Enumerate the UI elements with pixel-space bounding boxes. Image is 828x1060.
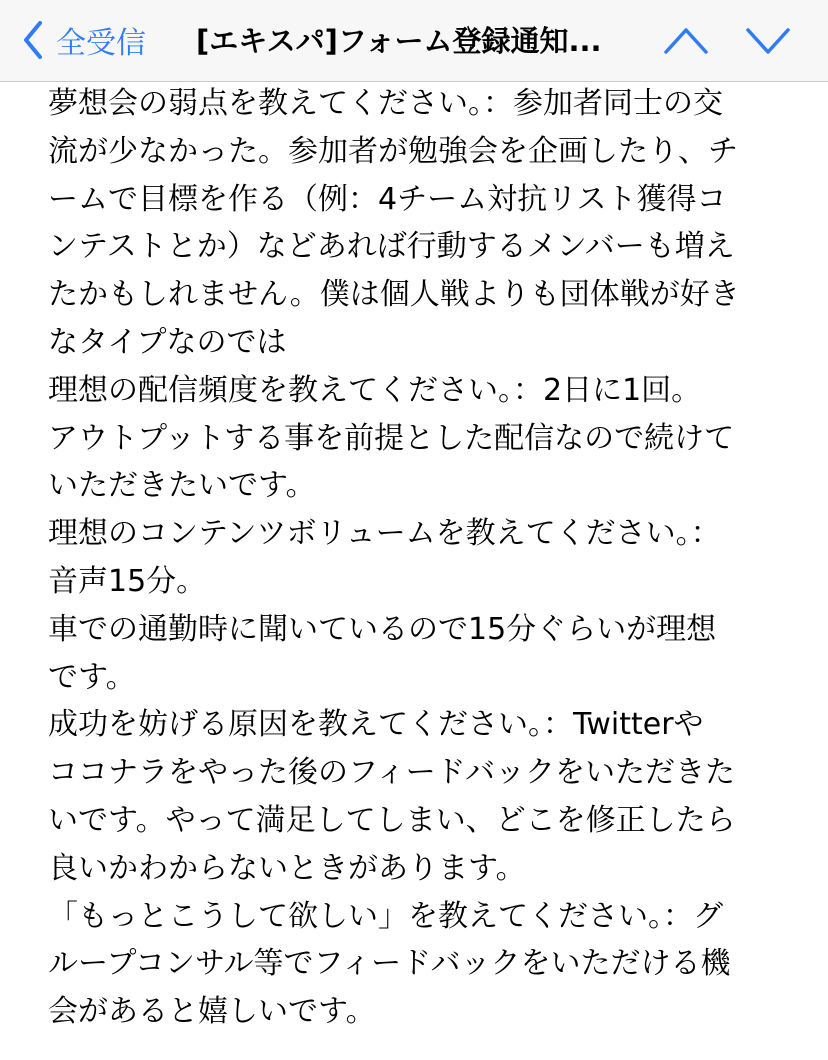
back-to-inbox-button[interactable]: [22, 16, 146, 64]
body-line: 車での通勤時に聞いているので15分ぐらいが理想: [48, 611, 717, 647]
chevron-down-icon: [742, 20, 794, 60]
body-line: 「もっとこうして欲しい」を教えてください。：グ: [48, 898, 723, 934]
body-line: 夢想会の弱点を教えてください。：参加者同士の交: [48, 86, 723, 121]
email-body: [48, 80, 788, 1036]
body-line: 理想の配信頻度を教えてください。：2日に1回。: [48, 372, 702, 408]
chevron-up-icon: [660, 20, 712, 60]
body-line: なタイプなのでは: [48, 324, 287, 360]
body-line: いです。やって満足してしまい、どこを修正したら: [48, 802, 736, 838]
body-line: 会があると嬉しいです。: [48, 994, 376, 1030]
body-line: 音声15分。: [48, 563, 207, 599]
body-line: 成功を妨げる原因を教えてください。：Twitterや: [48, 707, 704, 743]
next-message-button[interactable]: [742, 20, 794, 60]
body-line: ループコンサル等でフィードバックをいただける機: [48, 946, 731, 982]
previous-message-button[interactable]: [660, 20, 712, 60]
body-line: ココナラをやった後のフィードバックをいただきた: [48, 755, 735, 791]
body-line: 理想のコンテンツボリュームを教えてください。：: [48, 516, 721, 552]
body-line: です。: [48, 659, 136, 695]
chevron-left-icon: [22, 20, 44, 60]
body-line: アウトプットする事を前提とした配信なので続けて: [48, 420, 735, 456]
back-label: 全受信: [56, 26, 146, 61]
body-line: たかもしれません。僕は個人戦よりも団体戦が好き: [48, 277, 740, 313]
body-line: いただきたいです。: [48, 468, 316, 504]
body-line: 良いかわからないときがあります。: [48, 850, 526, 886]
body-line: ンテストとか）などあれば行動するメンバーも増え: [48, 229, 735, 265]
body-line: 流が少なかった。参加者が勉強会を企画したり、チ: [48, 133, 738, 169]
body-line: ームで目標を作る（例：4チーム対抗リスト獲得コ: [48, 181, 727, 217]
email-subject-title: [エキスパ]フォーム登録通知...: [196, 24, 602, 58]
navigation-bar: [0, 0, 828, 82]
